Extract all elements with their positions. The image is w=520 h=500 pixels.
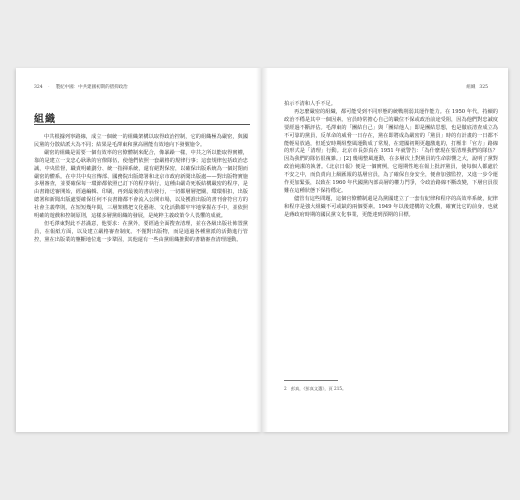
running-header-left: [34, 84, 132, 90]
running-header-text: 組織: [466, 85, 476, 90]
left-page: [16, 68, 262, 432]
running-header-text: ‧ 製紀中國：中共建國初期的摺抑政治: [46, 85, 128, 90]
left-body-text: [34, 134, 248, 245]
paragraph: 再怎麼嚴密的組織，都可能受到不同形態的統戰削弱其運作能力。在 1950 年代，持續的政治不穩是其中一個因素。官員時常擔心自己的職位不保或政治前途受阻，因為他們對忠誠度要經過不斷評估。毛澤東的「團結自己」與「團結他人」即是團結思想，也是徹底清查成立為不可靠的黨員，反革命的威脅一日存在，黨在即將成為嚴密的「黨員」時的有計畫的一日都不能輕易放過，但延安時期組整風運動成了常規，在建國初期更趨激進的，打壓非「官方」路線的形式是「清理」行動。北京市長彭真在 1951 年就警告：「為什麼現在要清理我們的隊伍？因為我們的隊伍很複雜。」[2] 幾場整風運動，在多層次上對黨員的生命影響之大，說明了黨對政治純潔的執著。《北京日報》便是一個實例，它週期性地在報上批評黨員，使每個人都處於不安之中，而負責向上級匯報的基層官員，為了確保自身安全，便會加強監控，又進一步令運作更加緊張，以致在 1960 年代國黨內部高層的權力鬥爭，令政治路線不斷改變，下層官員很難在這種狀態下保持穩定。: [284, 108, 498, 194]
paragraph: 嚴密的組織是需要一個有效率的官僚體制來配合，像暴躁一樣，中共之所以能取得實權，靠的是建立一支忠心耿耿的官僚隊伍，使他們依照一套嚴格的規律行事；這套規律包括政治忠誠，中央監督，職責明確劃分、統一指揮系統，還有絕對保密，以確保出版系統為一個封閉而嚴密的體系。在中共中央宣傳部、國務院出版總署和北京市政府新聞出版處——對出版物實施多層審查，並要確保每一環節都依照已訂下的程序執行，這種由嚴苛死板結構嚴密的程序，是由書籍送審開始，經過編輯、印刷，再到最後的書店發行，一切都層層把關，環環相扣，出版總署和新聞出版處要確保任何不良書籍都不會流入公開市場，以及獲准出版的書刊會符官方的社會主義準則。在短短幾年間，三層架構把文化藝術、文化活動都牢牢地掌握在手中，並依照明確的遊戲和控制原則，這樣多層黨組織的發展，是純粹主義政策令人畏懼的成就。: [34, 149, 248, 220]
page-number: 324: [34, 85, 43, 90]
page-number: 325: [479, 85, 488, 90]
heading-rule: [34, 124, 250, 125]
paragraph: 中共根據列寧路線，成立一個統一的組織架構以取得政治控制，它的組織極為嚴密，與國民黨的分散結派大為不同；結果是毛澤東和黨高層能有效地向下發號施令。: [34, 134, 248, 148]
section-heading: 組織: [34, 114, 56, 125]
running-header-right: [462, 84, 488, 90]
paragraph: 儘管有這些問題，這個官僚體制還是為黨國建立了一套有紀律和程序的高效率系統，紀律和程序是強大組織不可或缺的兩個要素。1949 年以後建構的文化觀，確實比它的前身，也就是蔣政府時期的國民黨文化事業，更能達到預期的目標。: [284, 195, 498, 218]
paragraph: 拍示不清和人手不足。: [284, 101, 336, 107]
paragraph: 但毛澤東對此不甚滿意，他要求：在黨外，要經過全面搜查清理，並在各級出版社佈置黨員，在報紙方面，以及建立嚴格審查制度。不僅對出版物，而是通過各種黨派的活動進行管控，黨在出版業的壟斷地位進一步鞏固，其他還有一些由黨組織推動的書籍審查清理運動。: [34, 220, 248, 243]
right-page: [262, 68, 508, 432]
book-gutter: [256, 68, 268, 432]
right-body-text: [284, 101, 498, 220]
footnote: 2 彭真，《彭真文選》，頁 215。: [284, 386, 347, 391]
footnote-rule: [284, 380, 338, 381]
